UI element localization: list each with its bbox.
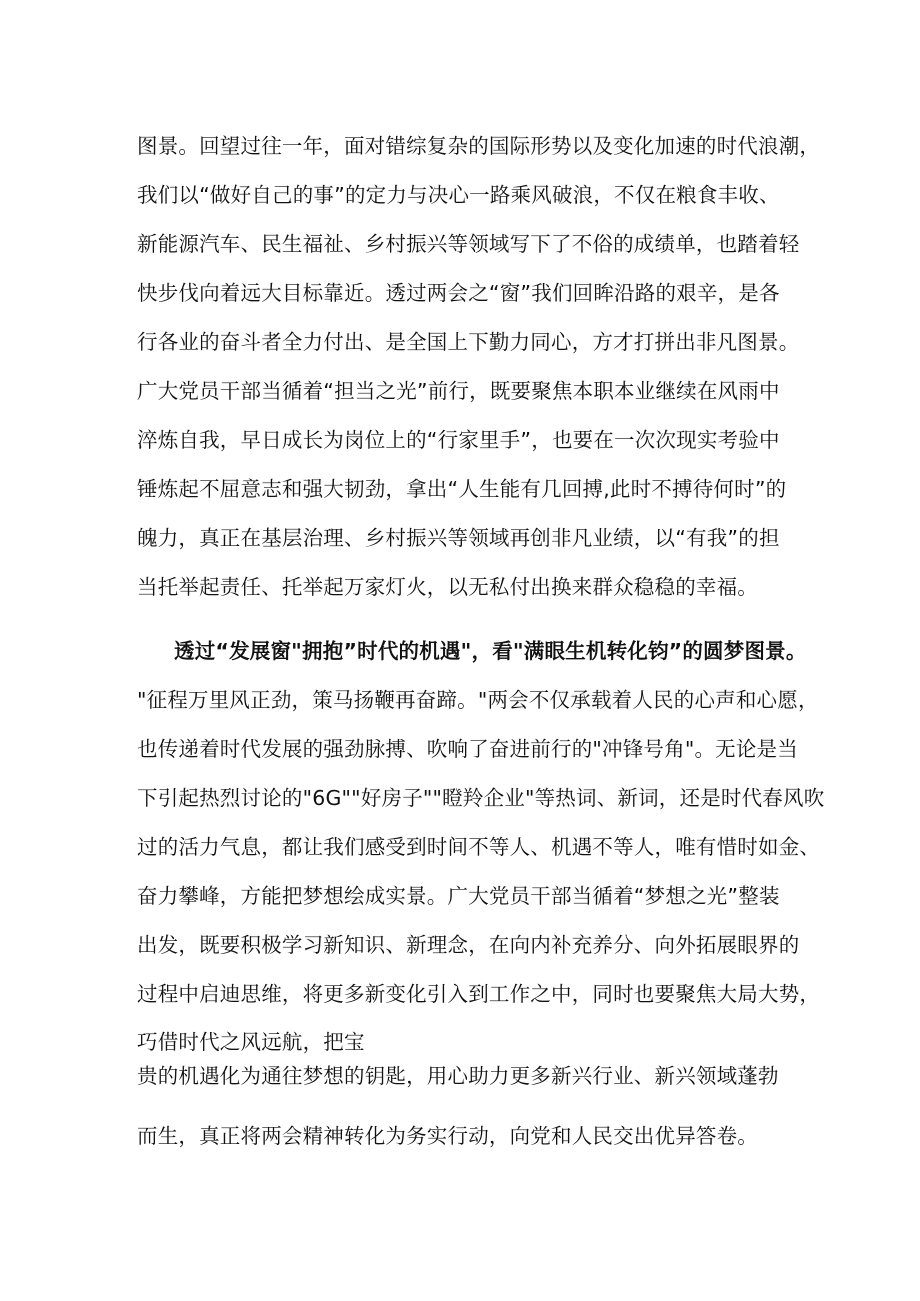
text-line: 也传递着时代发展的强劲脉搏、吹响了奋进前行的"冲锋号角"。无论是当 [137,737,798,761]
text-line: 锤炼起不屈意志和强大韧劲，拿出“人生能有几回搏,此时不搏待何时”的 [137,477,787,501]
text-line: 巧借时代之风远航，把宝 [137,1030,365,1054]
text-line: 图景。回望过往一年，面对错综复杂的国际形势以及变化加速的时代浪潮， [137,134,821,158]
section-heading: 透过“发展窗"拥抱”时代的机遇"，看"满眼生机转化钧”的圆梦图景。 [174,639,807,663]
text-line: 淬炼自我，早日成长为岗位上的“行家里手”，也要在一次次现实考验中 [137,428,780,452]
text-line: "征程万里风正劲，策马扬鞭再奋蹄。"两会不仅承载着人民的心声和心愿， [137,688,819,712]
text-line: 广大党员干部当循着“担当之光”前行，既要聚焦本职本业继续在风雨中 [137,379,780,403]
text-line: 奋力攀峰，方能把梦想绘成实景。广大党员干部当循着“梦想之光”整装 [137,884,780,908]
text-line: 新能源汽车、民生福祉、乡村振兴等领域写下了不俗的成绩单，也踏着轻 [137,232,800,256]
text-line: 快步伐向着远大目标靠近。透过两会之“窗”我们回眸沿路的艰辛，是各 [137,281,780,305]
text-line: 过的活力气息，都让我们感受到时间不等人、机遇不等人，唯有惜时如金、 [137,835,821,859]
text-line: 我们以“做好自己的事”的定力与决心一路乘风破浪，不仅在粮食丰收、 [137,183,780,207]
text-line: 行各业的奋斗者全力付出、是全国上下勤力同心，方才打拼出非凡图景。 [137,330,800,354]
text-line: 贵的机遇化为通往梦想的钥匙，用心助力更多新兴行业、新兴领域蓬勃 [137,1064,779,1088]
text-line: 魄力，真正在基层治理、乡村振兴等领域再创非凡业绩，以“有我”的担 [137,526,780,550]
text-line: 当托举起责任、托举起万家灯火，以无私付出换来群众稳稳的幸福。 [137,575,758,599]
text-line: 过程中启迪思维，将更多新变化引入到工作之中，同时也要聚焦大局大势， [137,982,821,1006]
text-line: 出发，既要积极学习新知识、新理念，在向内补充养分、向外拓展眼界的 [137,933,800,957]
text-line: 而生，真正将两会精神转化为务实行动，向党和人民交出优异答卷。 [137,1124,758,1148]
text-line: 下引起热烈讨论的"6G""好房子""瞪羚企业"等热词、新词，还是时代春风吹 [137,786,825,810]
